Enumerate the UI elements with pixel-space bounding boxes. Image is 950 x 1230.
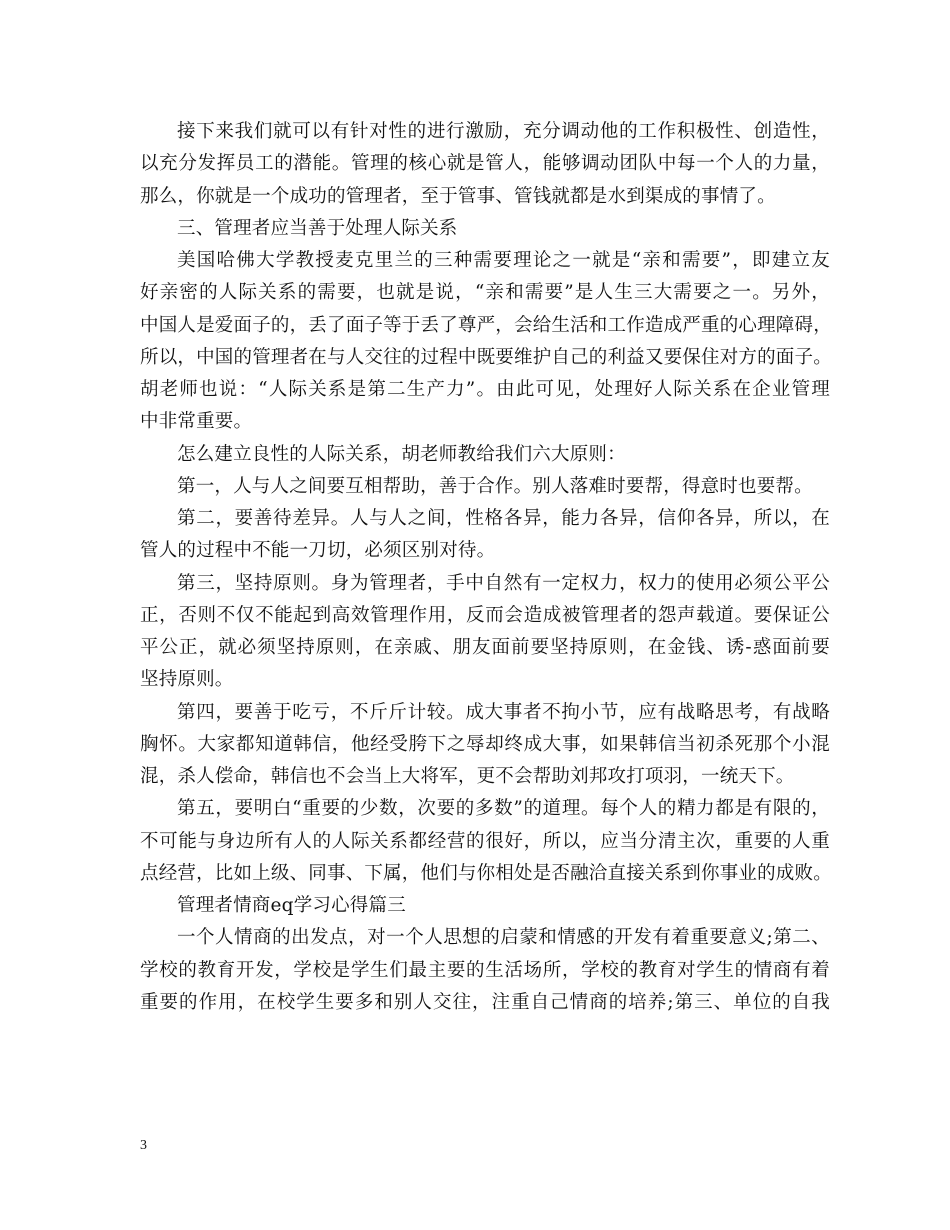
text-line: 胡老师也说：“人际关系是第二生产力”。由此可见，处理好人际关系在企业管理 [140, 379, 830, 400]
text-line: 点经营，比如上级、同事、下属，他们与你相处是否融洽直接关系到你事业的成败。 [140, 862, 832, 884]
text-line: 第一，人与人之间要互相帮助，善于合作。别人落难时要帮，得意时也要帮。 [177, 475, 813, 497]
text-line: 正，否则不仅不能起到高效管理作用，反而会造成被管理者的怨声载道。要保证公 [140, 604, 830, 626]
page-number: 3 [140, 1138, 147, 1153]
text-line: 那么，你就是一个成功的管理者，至于管事、管钱就都是水到渠成的事情了。 [140, 185, 776, 207]
text-line: 中非常重要。 [140, 411, 253, 433]
text-line: 以充分发挥员工的潜能。管理的核心就是管人，能够调动团队中每一个人的力量， [140, 153, 830, 175]
text-line: 三、管理者应当善于处理人际关系 [177, 217, 458, 239]
text-line: 美国哈佛大学教授麦克里兰的三种需要理论之一就是“亲和需要”，即建立友 [177, 250, 830, 271]
text-line: 不可能与身边所有人的人际关系都经营的很好，所以，应当分清主次，重要的人重 [140, 830, 830, 852]
text-line: 接下来我们就可以有针对性的进行激励，充分调动他的工作积极性、创造性， [177, 121, 830, 142]
text-line: 第五，要明白“重要的少数，次要的多数”的道理。每个人的精力都是有限的， [177, 798, 830, 820]
text-line: 一个人情商的出发点，对一个人思想的启蒙和情感的开发有着重要意义;第二、 [177, 927, 830, 949]
text-line: 管理者情商eq学习心得篇三 [177, 895, 406, 916]
text-line: 所以，中国的管理者在与人交往的过程中既要维护自己的利益又要保住对方的面子。 [140, 346, 832, 368]
body-text [140, 116, 830, 1019]
text-line: 胸怀。大家都知道韩信，他经受胯下之辱却终成大事，如果韩信当初杀死那个小混 [140, 733, 830, 755]
text-line: 学校的教育开发，学校是学生们最主要的生活场所，学校的教育对学生的情商有着 [140, 959, 830, 981]
text-line: 坚持原则。 [140, 669, 234, 691]
text-line: 怎么建立良性的人际关系，胡老师教给我们六大原则： [177, 443, 626, 465]
text-line: 混，杀人偿命，韩信也不会当上大将军，更不会帮助刘邦攻打项羽，一统天下。 [140, 766, 795, 787]
text-line: 第二，要善待差异。人与人之间，性格各异，能力各异，信仰各异，所以，在 [177, 508, 830, 529]
text-line: 第三，坚持原则。身为管理者，手中自然有一定权力，权力的使用必须公平公 [177, 572, 830, 594]
text-line: 第四，要善于吃亏，不斤斤计较。成大事者不拘小节，应有战略思考，有战略 [177, 701, 830, 723]
text-line: 管人的过程中不能一刀切，必须区别对待。 [140, 540, 496, 562]
text-line: 平公正，就必须坚持原则，在亲戚、朋友面前要坚持原则，在金钱、诱-惑面前要 [140, 637, 830, 658]
text-line: 重要的作用，在校学生要多和别人交往，注重自己情商的培养;第三、单位的自我 [140, 991, 830, 1013]
text-line: 中国人是爱面子的，丢了面子等于丢了尊严，会给生活和工作造成严重的心理障碍， [140, 314, 832, 336]
text-line: 好亲密的人际关系的需要，也就是说，“亲和需要”是人生三大需要之一。另外， [140, 282, 830, 304]
